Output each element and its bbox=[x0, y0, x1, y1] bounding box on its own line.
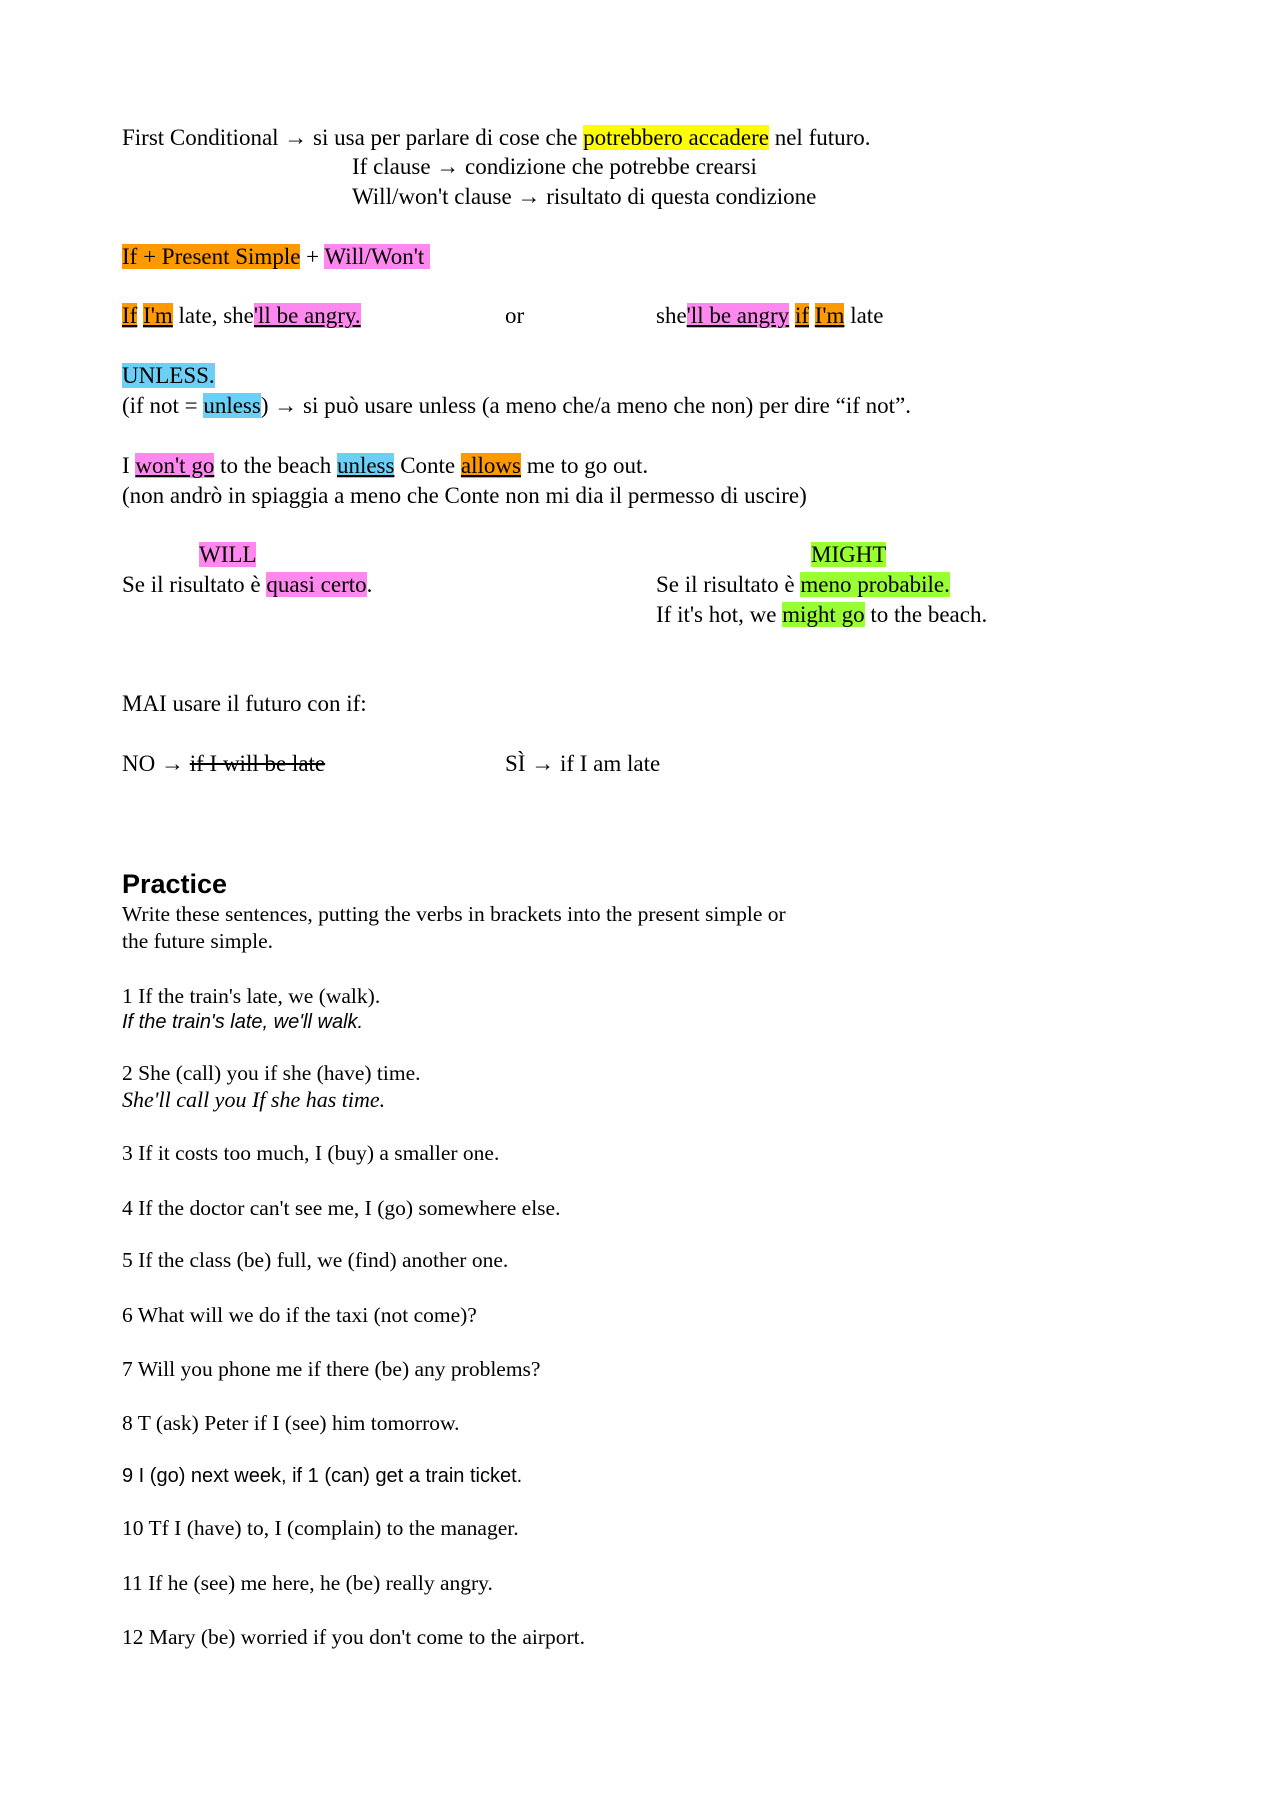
will-label: WILL bbox=[199, 542, 257, 567]
exercise-5: 5 If the class (be) full, we (find) another one. bbox=[122, 1248, 509, 1272]
exercise-7: 7 Will you phone me if there (be) any problems? bbox=[122, 1357, 541, 1381]
formula-will-part: Will/Won't bbox=[324, 244, 425, 269]
practice-instructions-2: the future simple. bbox=[122, 929, 274, 953]
exercise-4: 4 If the doctor can't see me, I (go) somewhere else. bbox=[122, 1196, 561, 1220]
exercise-12: 12 Mary (be) worried if you don't come to the airport. bbox=[122, 1625, 586, 1649]
highlight-potrebbero: potrebbero accadere bbox=[583, 125, 769, 150]
formula-if-part: If + Present Simple bbox=[122, 244, 301, 269]
exercise-1: 1 If the train's late, we (walk). bbox=[122, 984, 381, 1008]
might-example: If it's hot, we might go to the beach. bbox=[656, 602, 988, 627]
unless-title: UNLESS. bbox=[122, 363, 215, 388]
example-left: If I'm late, she'll be angry. bbox=[122, 303, 361, 328]
exercise-10: 10 Tf I (have) to, I (complain) to the manager. bbox=[122, 1516, 519, 1540]
wrong-form: if I will be late bbox=[189, 751, 326, 776]
yes-example: SÌ → if I am late bbox=[505, 751, 661, 776]
intro-line: First Conditional → si usa per parlare di cose che potrebbero accadere nel futuro. bbox=[122, 125, 871, 150]
exercise-11: 11 If he (see) me here, he (be) really angry. bbox=[122, 1571, 493, 1595]
exercise-6: 6 What will we do if the taxi (not come)? bbox=[122, 1303, 477, 1327]
answer-2: She'll call you If she has time. bbox=[122, 1087, 386, 1112]
practice-title: Practice bbox=[122, 869, 228, 899]
practice-instructions-1: Write these sentences, putting the verbs in brackets into the present simple or bbox=[122, 902, 786, 926]
formula-line: If + Present Simple + Will/Won't bbox=[122, 243, 430, 271]
might-label: MIGHT bbox=[811, 542, 887, 567]
never-future-line: MAI usare il futuro con if: bbox=[122, 691, 367, 716]
example-or: or bbox=[505, 303, 525, 328]
will-clause-line: Will/won't clause → risultato di questa condizione bbox=[352, 184, 817, 209]
exercise-8: 8 T (ask) Peter if I (see) him tomorrow. bbox=[122, 1411, 460, 1435]
unless-translation: (non andrò in spiaggia a meno che Conte non mi dia il permesso di uscire) bbox=[122, 483, 807, 508]
exercise-3: 3 If it costs too much, I (buy) a smaller one. bbox=[122, 1141, 500, 1165]
no-example: NO → if I will be late bbox=[122, 751, 326, 776]
might-description: Se il risultato è meno probabile. bbox=[656, 572, 950, 597]
unless-definition: (if not = unless) → si può usare unless (a meno che/a meno che non) per dire “if not”. bbox=[122, 393, 911, 418]
example-right: she'll be angry if I'm late bbox=[656, 303, 884, 328]
unless-example: I won't go to the beach unless Conte allows me to go out. bbox=[122, 453, 649, 478]
exercise-9: 9 I (go) next week, if 1 (can) get a train ticket. bbox=[122, 1465, 523, 1487]
answer-1: If the train's late, we'll walk. bbox=[122, 1011, 364, 1033]
right-form: if I am late bbox=[559, 751, 661, 776]
exercise-2: 2 She (call) you if she (have) time. bbox=[122, 1061, 421, 1085]
if-clause-line: If clause → condizione che potrebbe crearsi bbox=[352, 154, 757, 179]
will-description: Se il risultato è quasi certo. bbox=[122, 572, 373, 597]
